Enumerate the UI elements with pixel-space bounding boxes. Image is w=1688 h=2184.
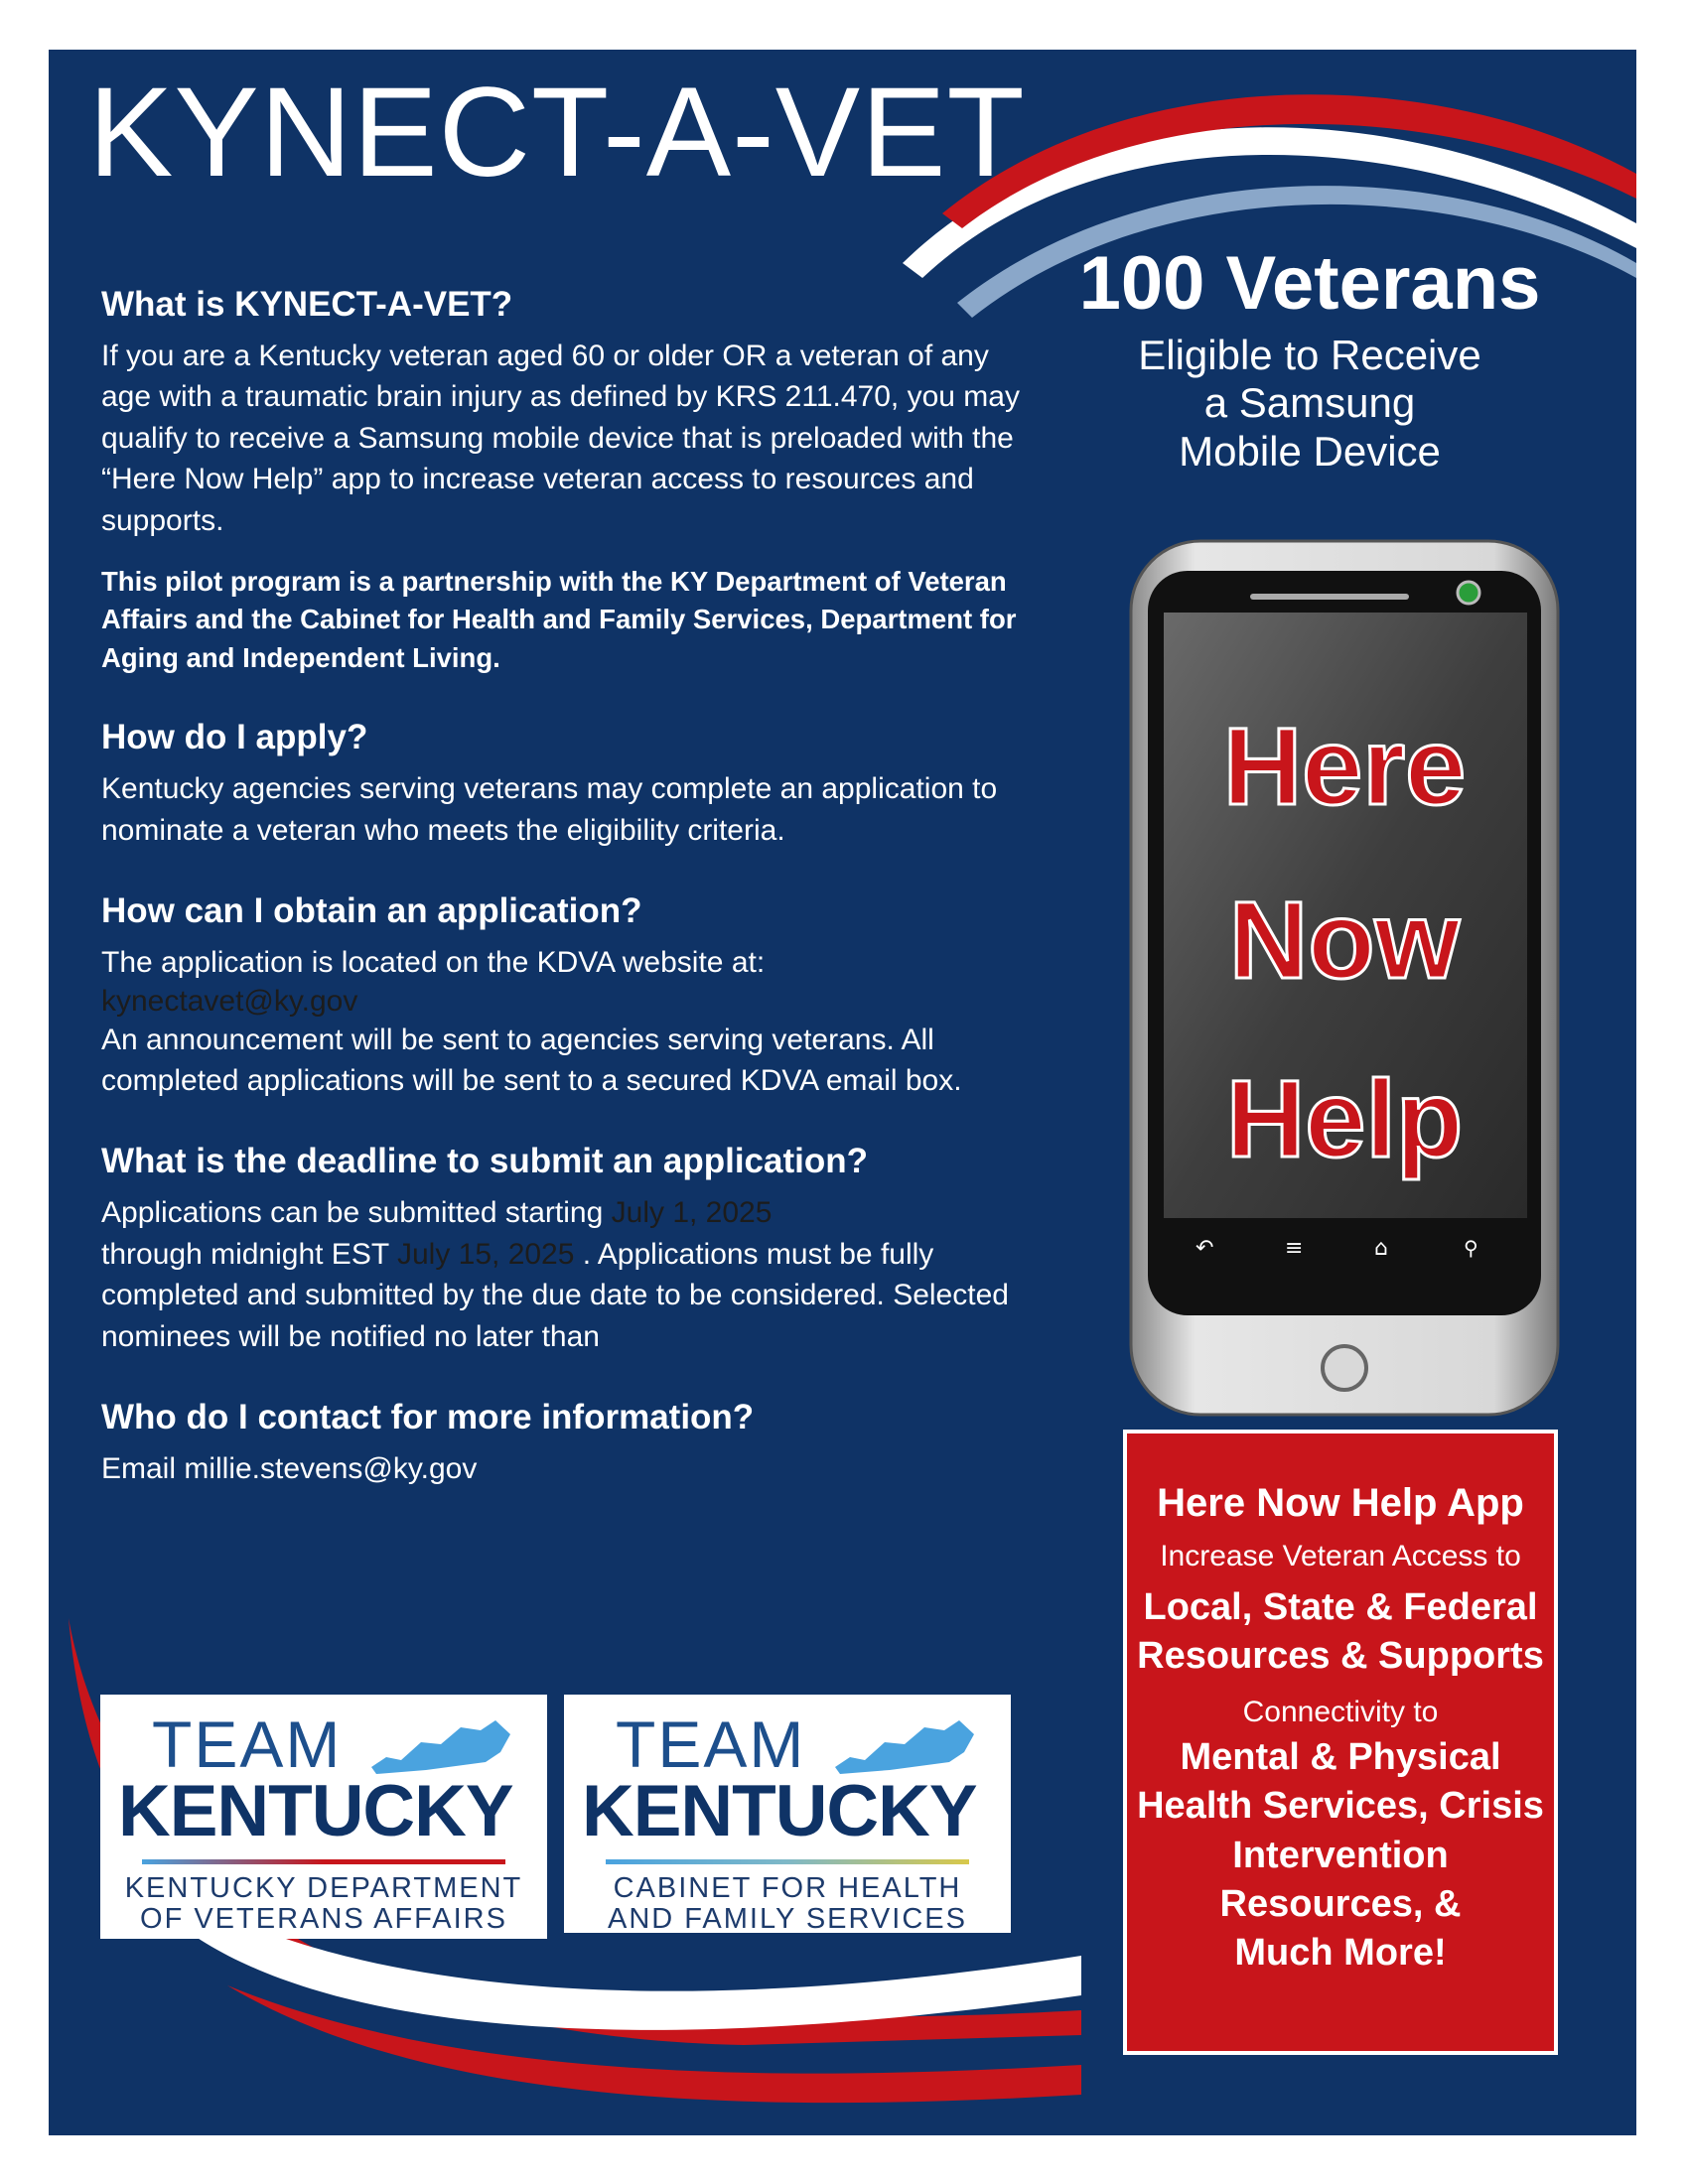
obtain-heading: How can I obtain an application? (101, 891, 642, 931)
app-box-line1: Increase Veteran Access to (1160, 1540, 1521, 1572)
deadline-text-2: through midnight EST (101, 1237, 389, 1271)
logo1-dept-line-a: KENTUCKY DEPARTMENT (124, 1872, 523, 1904)
app-box-line2: Connectivity to (1242, 1695, 1439, 1728)
promo-sub-line-2: a Samsung (1203, 379, 1416, 427)
team-kentucky-chfs-logo (564, 1695, 1011, 1936)
app-box-big1-a: Local, State & Federal (1143, 1586, 1538, 1628)
start-date: July 1, 2025 (611, 1196, 773, 1230)
team-kentucky-kdva-logo (100, 1695, 547, 1939)
deadline-section (101, 1141, 1025, 1357)
logo2-dept-line-b: AND FAMILY SERVICES (608, 1903, 967, 1936)
contact-email[interactable]: Email millie.stevens@ky.gov (101, 1451, 478, 1485)
promo-header (1032, 241, 1588, 476)
deadline-text-1: Applications can be submitted starting (101, 1196, 604, 1230)
apply-body: Kentucky agencies serving veterans may complete an application to nominate a veteran who meets the eligibility criteria. (101, 772, 998, 847)
app-box-big2-e: Much More! (1234, 1932, 1447, 1975)
svg-text:⚲: ⚲ (1464, 1236, 1478, 1260)
logo2-dept-line-a: CABINET FOR HEALTH (613, 1872, 962, 1904)
contact-heading: Who do I contact for more information? (101, 1397, 755, 1436)
svg-text:≡: ≡ (1285, 1236, 1304, 1261)
app-box-big2-b: Health Services, Crisis (1137, 1785, 1544, 1828)
logo-gradient-bar (142, 1859, 505, 1864)
apply-heading: How do I apply? (101, 718, 368, 757)
logo-kentucky-text: KENTUCKY (582, 1771, 977, 1851)
app-box-big2-c: Intervention (1232, 1834, 1449, 1876)
logo-gradient-bar (606, 1859, 969, 1864)
svg-text:⌂: ⌂ (1374, 1236, 1388, 1261)
contact-section (101, 1397, 1025, 1489)
kdva-email-link[interactable]: kynectavet@ky.gov (101, 984, 358, 1018)
obtain-section (101, 890, 1025, 1101)
phone-word-here: Here (1222, 706, 1467, 828)
logo-dept-name (564, 1873, 1011, 1936)
promo-sub-line-3: Mobile Device (1179, 427, 1441, 475)
main-content (101, 284, 1025, 1489)
logo-kentucky-text: KENTUCKY (118, 1771, 513, 1851)
deadline-heading: What is the deadline to submit an application? (101, 1142, 868, 1181)
what-body: If you are a Kentucky veteran aged 60 or older OR a veteran of any age with a traumatic brain injury as defined by KRS 211.470, you may qualify to receive a Samsung mobile device that is preloaded with the “Here Now Help” app to increase veteran access to resources and supports. (101, 340, 1020, 537)
promo-sub-line-1: Eligible to Receive (1138, 332, 1481, 378)
smartphone-illustration (1126, 536, 1563, 1420)
app-info-box (1123, 1430, 1558, 2055)
promo-subtitle (1032, 332, 1588, 476)
logo1-dept-line-b: OF VETERANS AFFAIRS (140, 1903, 507, 1936)
svg-text:↶: ↶ (1196, 1236, 1214, 1261)
app-box-title: Here Now Help App (1157, 1481, 1524, 1525)
app-box-big1 (1127, 1583, 1554, 1682)
end-date: July 15, 2025 (396, 1237, 575, 1271)
deadline-text-3: . Applications must be fully completed and submitted by the due date to be considered. Selected nominees will be notified no later than (101, 1237, 1009, 1353)
logo-team-text: TEAM (616, 1707, 806, 1781)
logo-team-text: TEAM (152, 1707, 343, 1781)
what-heading: What is KYNECT-A-VET? (101, 285, 513, 324)
app-box-big2 (1127, 1733, 1554, 1979)
phone-word-now: Now (1228, 880, 1461, 1002)
app-box-big1-b: Resources & Supports (1137, 1635, 1544, 1678)
apply-section (101, 717, 1025, 851)
logo-dept-name (100, 1873, 547, 1936)
app-box-big2-a: Mental & Physical (1180, 1735, 1501, 1778)
poster (49, 50, 1636, 2135)
promo-big-text: 100 Veterans (1078, 241, 1541, 326)
page-title: KYNECT-A-VET (88, 62, 1026, 204)
partnership-text: This pilot program is a partnership with the KY Department of Veteran Affairs and the Cabinet for Health and Family Services, Department for Aging and Independent Living. (101, 565, 1017, 673)
phone-word-help: Help (1225, 1058, 1464, 1180)
app-box-big2-d: Resources, & (1219, 1882, 1462, 1925)
obtain-line1: The application is located on the KDVA website at: (101, 946, 766, 980)
obtain-body2: An announcement will be sent to agencies serving veterans. All completed applications will be sent to a secured KDVA email box. (101, 1023, 962, 1098)
deadline-body (101, 1192, 1025, 1357)
